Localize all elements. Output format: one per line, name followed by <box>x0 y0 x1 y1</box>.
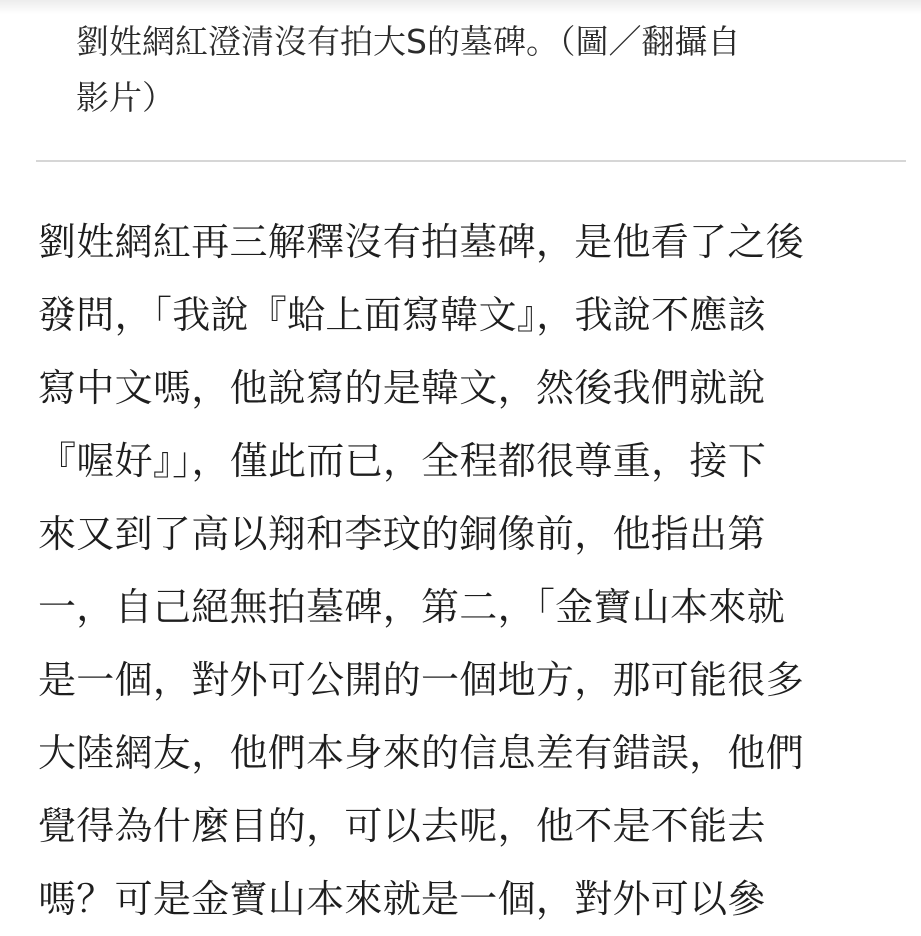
article-line: 一，自己絕無拍墓碑，第二，「金寶山本來就 <box>38 585 786 629</box>
top-edge-shadow <box>0 0 921 14</box>
article-line: 『喔好』」，僅此而已，全程都很尊重，接下 <box>38 439 767 483</box>
image-caption <box>76 14 886 126</box>
article-line: 是一個，對外可公開的一個地方，那可能很多 <box>38 658 805 702</box>
article-line: 來又到了高以翔和李玟的銅像前，他指出第 <box>38 512 766 556</box>
article-body <box>38 206 921 936</box>
article-line: 寫中文嗎，他說寫的是韓文，然後我們就說 <box>38 366 766 410</box>
article-line: 嗎？可是金寶山本來就是一個，對外可以參 <box>38 877 766 921</box>
article-line: 劉姓網紅再三解釋沒有拍墓碑，是他看了之後 <box>38 220 805 264</box>
caption-line-1: 劉姓網紅澄清沒有拍大S的墓碑。（圖／翻攝自 <box>76 22 741 61</box>
caption-line-2: 影片） <box>76 78 175 117</box>
article-line: 大陸網友，他們本身來的信息差有錯誤，他們 <box>38 731 805 775</box>
article-line: 發問，「我說『蛤上面寫韓文』，我說不應該 <box>38 293 767 337</box>
caption-divider <box>36 160 906 162</box>
article-line: 覺得為什麼目的，可以去呢，他不是不能去 <box>38 804 766 848</box>
